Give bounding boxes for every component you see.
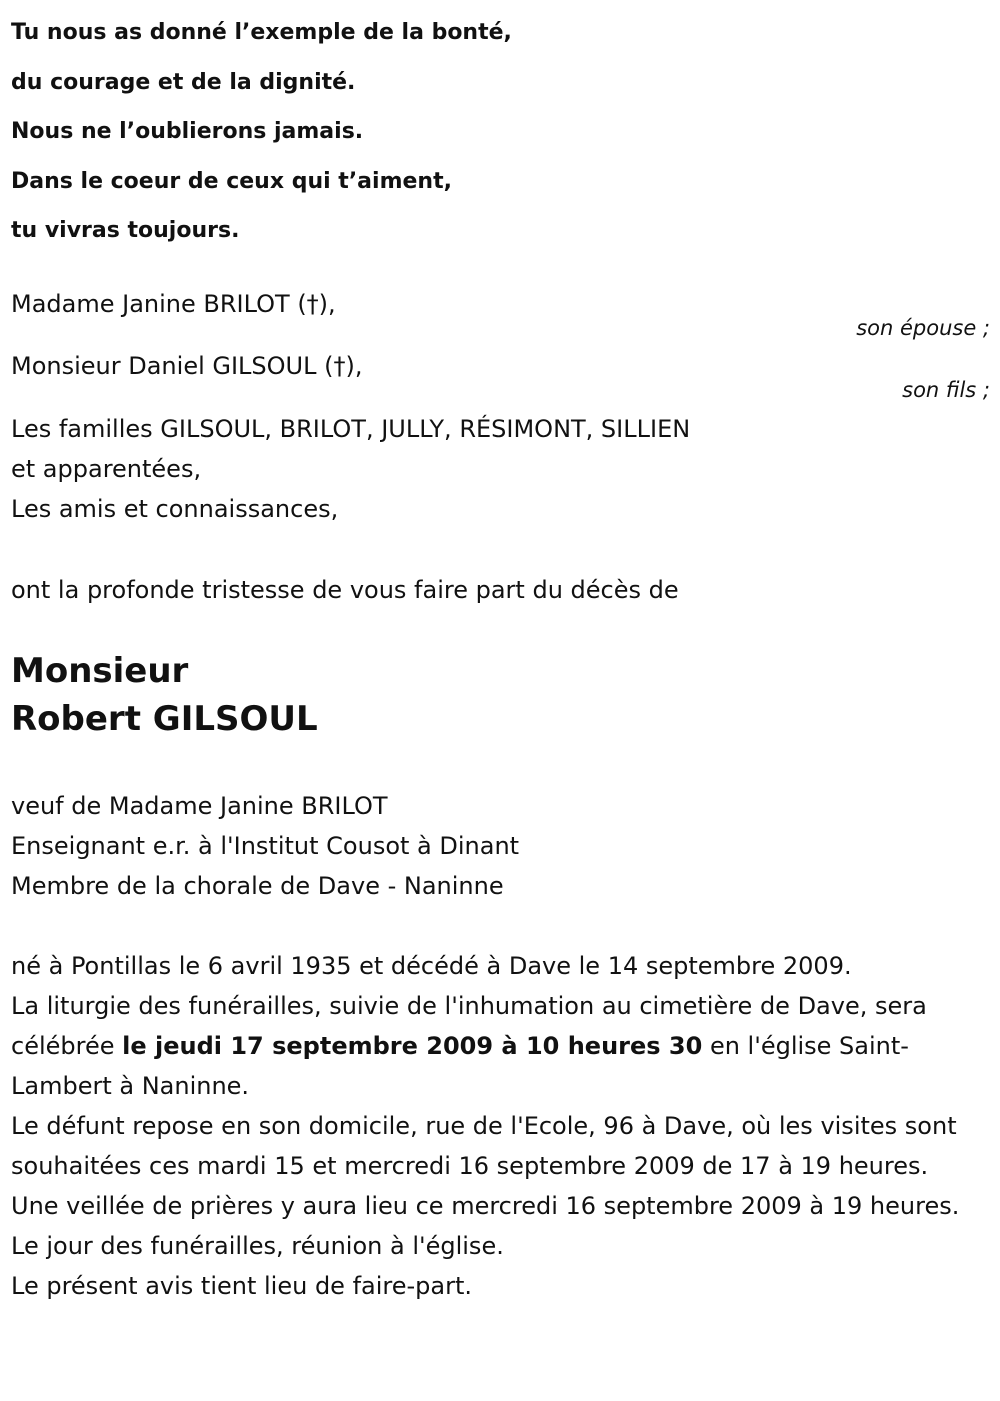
families-line: Les familles GILSOUL, BRILOT, JULLY, RÉSIMONT, SILLIEN xyxy=(11,415,691,443)
deceased-title: Monsieur xyxy=(11,651,189,691)
families-line: Les amis et connaissances, xyxy=(11,495,339,523)
birth-death-text: né à Pontillas le 6 avril 1935 et décédé à Dave le 14 septembre 2009. xyxy=(11,952,852,980)
son-role: son fils ; xyxy=(902,378,990,402)
deceased-name: Robert GILSOUL xyxy=(11,699,318,739)
memorial-poem xyxy=(11,8,512,256)
poem-line: tu vivras toujours. xyxy=(11,218,240,244)
funeral-details xyxy=(11,946,991,1306)
families-line: et apparentées, xyxy=(11,455,202,483)
liturgy-text: La liturgie des funérailles, suivie de l'inhumation au cimetière de Dave, sera célébrée le jeudi 17 septembre 2009 à 10 heures 30 en l'église Saint-Lambert à Naninne. xyxy=(11,992,927,1100)
vigil-text: Une veillée de prières y aura lieu ce mercredi 16 septembre 2009 à 19 heures. xyxy=(11,1192,960,1220)
spouse-role: son épouse ; xyxy=(856,316,990,340)
bio-block xyxy=(11,786,519,906)
announcement-text: ont la profonde tristesse de vous faire part du décès de xyxy=(11,576,679,604)
liturgy-date: le jeudi 17 septembre 2009 à 10 heures 30 xyxy=(122,1032,703,1060)
poem-line: Nous ne l’oublierons jamais. xyxy=(11,119,364,145)
notice-text: Le présent avis tient lieu de faire-part. xyxy=(11,1272,473,1300)
poem-line: Tu nous as donné l’exemple de la bonté, xyxy=(11,20,512,45)
poem-line: du courage et de la dignité. xyxy=(11,69,356,95)
bio-line: Enseignant e.r. à l'Institut Cousot à Dinant xyxy=(11,832,520,860)
spouse-name: Madame Janine BRILOT (†), xyxy=(11,290,336,318)
deceased-heading xyxy=(11,647,318,743)
son-name: Monsieur Daniel GILSOUL (†), xyxy=(11,352,363,380)
poem-line: Dans le coeur de ceux qui t’aiment, xyxy=(11,168,452,194)
bio-line: Membre de la chorale de Dave - Naninne xyxy=(11,872,504,900)
families-block xyxy=(11,409,690,529)
rest-text: Le défunt repose en son domicile, rue de l'Ecole, 96 à Dave, où les visites sont souhaitées ces mardi 15 et mercredi 16 septembre 2009 de 17 à 19 heures. xyxy=(11,1112,957,1180)
bio-line: veuf de Madame Janine BRILOT xyxy=(11,792,388,820)
gathering-text: Le jour des funérailles, réunion à l'église. xyxy=(11,1232,504,1260)
